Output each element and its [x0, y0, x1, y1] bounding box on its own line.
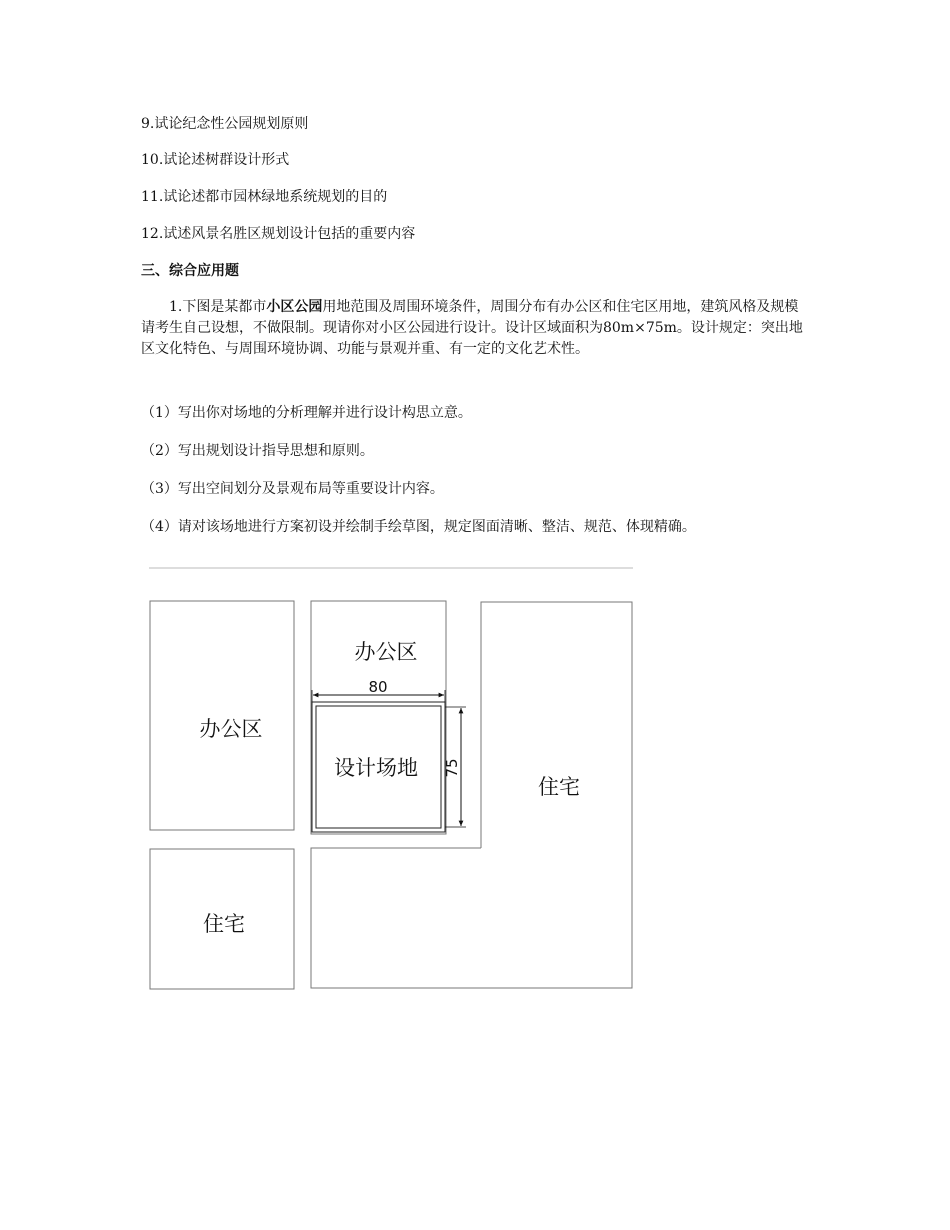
section-title: 三、综合应用题	[141, 263, 239, 279]
problem-suffix: 用地范围及周围环境条件，周围分布有办公区和住宅区用地，建筑风格及规模请考生自己设想，不做限制。现请你对小区公园进行设计。设计区域面积为80m×75m。设计规定：突出地区文化特色、与周围环境协调、功能与景观并重、有一定的文化艺术性。	[141, 299, 803, 357]
office-block-top	[311, 601, 446, 834]
office-top-label: 办公区	[354, 640, 418, 664]
task-4: （4）请对该场地进行方案初设并绘制手绘草图，规定图面清晰、整洁、规范、体现精确。	[141, 519, 696, 535]
office-left-label: 办公区	[199, 717, 263, 741]
office-block-left	[150, 601, 294, 830]
dim-width-label: 80	[368, 678, 388, 696]
question-12: 12.试述风景名胜区规划设计包括的重要内容	[141, 226, 416, 242]
task-3: （3）写出空间划分及景观布局等重要设计内容。	[141, 481, 444, 497]
question-11: 11.试论述都市园林绿地系统规划的目的	[141, 189, 388, 205]
question-9: 9.试论纪念性公园规划原则	[141, 116, 309, 132]
residence-bottom-left-label: 住宅	[203, 912, 245, 936]
design-site-label: 设计场地	[334, 756, 418, 780]
problem-bold-term: 小区公园	[266, 299, 323, 315]
dim-height-label: 75	[443, 758, 461, 778]
problem-prefix: 1.下图是某都市	[169, 299, 267, 315]
question-10: 10.试论述树群设计形式	[141, 152, 290, 168]
task-1: （1）写出你对场地的分析理解并进行设计构思立意。	[141, 405, 472, 421]
residence-right-label: 住宅	[538, 775, 580, 799]
task-2: （2）写出规划设计指导思想和原则。	[141, 443, 374, 459]
